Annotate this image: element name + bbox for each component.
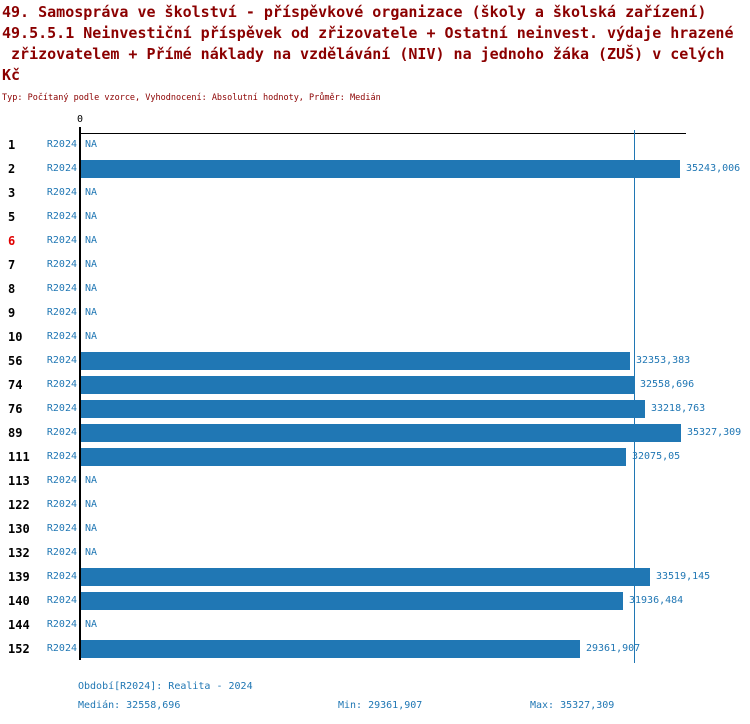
chart-row [0,565,750,589]
chart-row [0,133,750,157]
value-label: 33519,145 [656,571,711,582]
period-label: R2024 [46,619,77,630]
chart-row [0,181,750,205]
value-bar [81,376,634,394]
chart-row [0,373,750,397]
chart-row [0,445,750,469]
row-number: 132 [8,546,30,560]
period-label: R2024 [46,355,77,366]
row-number: 76 [8,402,23,416]
period-label: R2024 [46,307,77,318]
period-label: R2024 [46,523,77,534]
footer-period: Období[R2024]: Realita - 2024 [78,681,253,692]
row-number: 89 [8,426,23,440]
chart-row [0,253,750,277]
period-label: R2024 [46,595,77,606]
chart-row [0,589,750,613]
value-bar [81,640,580,658]
na-label: NA [85,547,98,558]
period-label: R2024 [46,571,77,582]
chart-row [0,613,750,637]
chart-row [0,301,750,325]
row-number: 1 [8,138,16,152]
chart-row [0,421,750,445]
chart-subtitle: Typ: Počítaný podle vzorce, Vyhodnocení: Absolutní hodnoty, Průměr: Medián [2,93,381,103]
row-number: 2 [8,162,16,176]
row-number: 10 [8,330,23,344]
row-number: 113 [8,474,30,488]
na-label: NA [85,499,98,510]
chart-row [0,397,750,421]
row-number: 111 [8,450,30,464]
period-label: R2024 [46,403,77,414]
chart-row [0,517,750,541]
value-label: 29361,907 [586,643,641,654]
value-bar [81,592,623,610]
row-number: 9 [8,306,16,320]
value-bar [81,424,681,442]
period-label: R2024 [46,451,77,462]
chart-row [0,325,750,349]
value-bar [81,448,626,466]
period-label: R2024 [46,379,77,390]
chart-title-line-2: 49.5.5.1 Neinvestiční příspěvek od zřizovatele + Ostatní neinvest. výdaje hrazené [2,24,734,42]
period-label: R2024 [46,331,77,342]
na-label: NA [85,283,98,294]
chart-row [0,637,750,661]
chart-title-line-4: Kč [2,66,21,84]
row-number: 6 [8,234,16,248]
period-label: R2024 [46,643,77,654]
value-bar [81,400,645,418]
chart-row [0,469,750,493]
na-label: NA [85,331,98,342]
row-number: 139 [8,570,30,584]
row-number: 8 [8,282,16,296]
row-number: 5 [8,210,16,224]
chart-title-line-3: zřizovatelem + Přímé náklady na vzdělávání (NIV) na jednoho žáka (ZUŠ) v celých [2,45,725,63]
chart-row [0,349,750,373]
period-label: R2024 [46,259,77,270]
footer-median: Medián: 32558,696 [78,700,181,711]
value-label: 32353,383 [636,355,691,366]
period-label: R2024 [46,211,77,222]
value-label: 31936,484 [629,595,684,606]
row-number: 130 [8,522,30,536]
value-bar [81,568,650,586]
chart-row [0,229,750,253]
value-label: 32075,05 [632,451,681,462]
title-block [2,2,748,104]
period-label: R2024 [46,187,77,198]
na-label: NA [85,139,98,150]
na-label: NA [85,211,98,222]
chart-row [0,541,750,565]
period-label: R2024 [46,547,77,558]
chart-row [0,493,750,517]
value-bar [81,352,630,370]
row-number: 7 [8,258,16,272]
value-label: 33218,763 [651,403,706,414]
chart-row [0,157,750,181]
chart-row [0,205,750,229]
row-number: 3 [8,186,16,200]
na-label: NA [85,619,98,630]
period-label: R2024 [46,427,77,438]
chart-title-line-1: 49. Samospráva ve školství - příspěvkové organizace (školy a školská zařízení) [2,3,707,21]
row-number: 56 [8,354,23,368]
chart-row [0,277,750,301]
period-label: R2024 [46,139,77,150]
period-label: R2024 [46,475,77,486]
na-label: NA [85,259,98,270]
row-number: 140 [8,594,30,608]
period-label: R2024 [46,163,77,174]
footer-max: Max: 35327,309 [530,700,615,711]
value-label: 32558,696 [640,379,695,390]
period-label: R2024 [46,499,77,510]
row-number: 122 [8,498,30,512]
na-label: NA [85,307,98,318]
axis-zero-label: 0 [76,114,84,125]
na-label: NA [85,475,98,486]
row-number: 144 [8,618,30,632]
period-label: R2024 [46,235,77,246]
value-label: 35243,006 [686,163,741,174]
row-number: 152 [8,642,30,656]
period-label: R2024 [46,283,77,294]
na-label: NA [85,235,98,246]
row-number: 74 [8,378,23,392]
na-label: NA [85,187,98,198]
footer-min: Min: 29361,907 [338,700,423,711]
value-label: 35327,309 [687,427,742,438]
na-label: NA [85,523,98,534]
value-bar [81,160,680,178]
